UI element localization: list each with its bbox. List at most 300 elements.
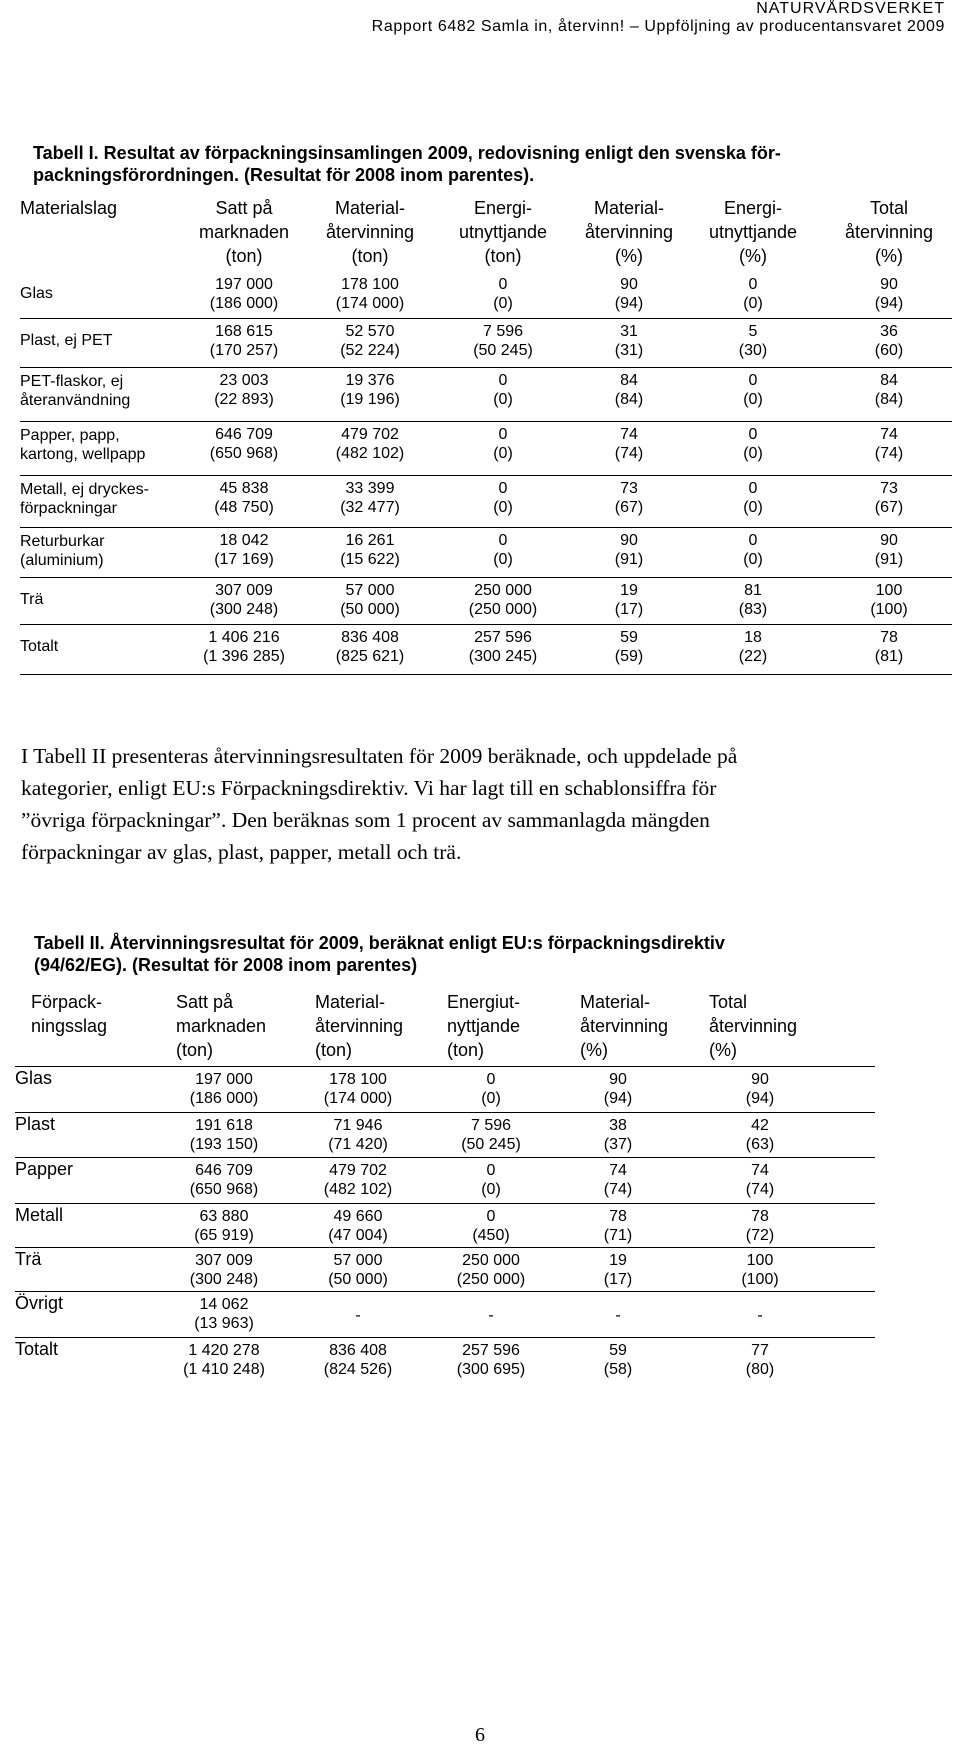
cell-value: 191 618 [195, 1117, 253, 1134]
cell-value: 0 [748, 532, 758, 549]
cell-value: (22) [738, 648, 768, 665]
cell-value: 38 [609, 1117, 627, 1134]
cell-value: (186 000) [189, 1090, 259, 1107]
table2-header-line: (%) [580, 1040, 608, 1060]
cell-value: (17 169) [214, 551, 274, 568]
table-cell [683, 425, 823, 463]
row-label [20, 331, 112, 350]
cell-value: (74) [614, 445, 644, 462]
cell-value: (100) [870, 601, 908, 618]
row-label: Metall [15, 1205, 64, 1225]
table-cell [433, 479, 573, 517]
table-cell [683, 322, 823, 360]
cell-value: 1 420 278 [188, 1342, 260, 1359]
row-label: Plast [15, 1114, 56, 1134]
table2-header-cell [31, 990, 107, 1038]
row-label-line: förpackningar [20, 500, 117, 517]
row-label [20, 637, 58, 656]
table-cell [300, 322, 440, 360]
row-label-line: Trä [20, 591, 44, 608]
table1-header-line: återvinning [325, 222, 415, 242]
row-label [20, 284, 53, 303]
table-cell [559, 425, 699, 463]
table-row [20, 272, 952, 318]
cell-value: (71) [603, 1227, 633, 1244]
cell-value: 479 702 [329, 1162, 387, 1179]
table1-header-cell [20, 196, 180, 220]
cell-value: (186 000) [209, 295, 279, 312]
cell-value: (94) [614, 295, 644, 312]
cell-value: (60) [874, 342, 904, 359]
table-cell [819, 371, 959, 409]
row-label [20, 372, 130, 410]
table-cell [300, 275, 440, 313]
table-cell [159, 1251, 289, 1289]
row-label: Övrigt [15, 1293, 64, 1313]
cell-value: 19 [620, 582, 638, 599]
row-label-line: Metall, ej dryckes- [20, 481, 149, 498]
table-cell [433, 275, 573, 313]
table-cell [683, 275, 823, 313]
row-label-line: PET-flaskor, ej [20, 373, 124, 390]
cell-value: (250 000) [468, 601, 538, 618]
cell-value: (0) [743, 499, 763, 516]
table-cell [300, 531, 440, 569]
cell-value: 71 946 [333, 1117, 383, 1134]
cell-value: (67) [614, 499, 644, 516]
cell-value: (300 245) [468, 648, 538, 665]
table-cell [159, 1116, 289, 1154]
cell-value: (0) [743, 295, 763, 312]
row-label-line: Returburkar [20, 533, 105, 550]
table-cell [819, 322, 959, 360]
cell-value: 100 [875, 582, 903, 599]
cell-value: 257 596 [474, 629, 532, 646]
table2-caption-line: (94/62/EG). (Resultat för 2008 inom parentes) [34, 955, 418, 975]
cell-value: 84 [620, 372, 638, 389]
table1-bottom-rule [20, 674, 952, 675]
cell-value: 90 [620, 532, 638, 549]
body-paragraph [21, 740, 921, 868]
row-label: Trä [15, 1249, 42, 1269]
table-cell [553, 1251, 683, 1289]
cell-value: 307 009 [215, 582, 273, 599]
table1-header-line: Materialslag [20, 198, 118, 218]
table1-header-line: Total [869, 198, 909, 218]
cell-value: 81 [744, 582, 762, 599]
cell-value: (15 622) [340, 551, 400, 568]
cell-value: 57 000 [333, 1252, 383, 1269]
table1-header-line: marknaden [198, 222, 290, 242]
table-cell [300, 581, 440, 619]
table2-header-cell [315, 990, 403, 1062]
cell-value: (17) [614, 601, 644, 618]
table-cell [293, 1306, 423, 1325]
table-cell [683, 581, 823, 619]
table-cell [559, 371, 699, 409]
table-cell [174, 581, 314, 619]
table2-header-cell [709, 990, 797, 1062]
table1-header-line: Material- [593, 198, 664, 218]
cell-value: (13 963) [194, 1315, 254, 1332]
table1-caption [33, 142, 781, 186]
cell-value: (0) [493, 445, 513, 462]
table-row [15, 1247, 875, 1292]
table-cell [426, 1070, 556, 1108]
cell-value: (50 245) [461, 1136, 521, 1153]
table-cell [159, 1295, 289, 1333]
row-label-line: återanvändning [20, 392, 131, 409]
cell-value: 49 660 [333, 1208, 383, 1225]
cell-value: (300 248) [209, 601, 279, 618]
cell-value: (59) [614, 648, 644, 665]
paragraph-line: kategorier, enligt EU:s Förpackningsdirektiv. Vi har lagt till en schablonsiffra för [21, 776, 717, 800]
table-cell [819, 628, 959, 666]
cell-value: (67) [874, 499, 904, 516]
cell-value: (31) [614, 342, 644, 359]
cell-value: 0 [498, 480, 508, 497]
table-cell [559, 628, 699, 666]
page-number: 6 [475, 1724, 485, 1746]
table1-caption-line: packningsförordningen. (Resultat för 2008 inom parentes). [33, 165, 535, 185]
cell-value: (824 526) [323, 1361, 393, 1378]
cell-value: (83) [738, 601, 768, 618]
table-cell [174, 531, 314, 569]
cell-value: (84) [614, 391, 644, 408]
table1-header-line: Material- [334, 198, 405, 218]
table-row [15, 1112, 875, 1158]
table-cell [683, 628, 823, 666]
cell-value: (825 621) [335, 648, 405, 665]
cell-value: (193 150) [189, 1136, 259, 1153]
cell-value: 836 408 [341, 629, 399, 646]
table-cell [159, 1207, 289, 1245]
table-cell [426, 1306, 556, 1325]
table-cell [683, 371, 823, 409]
cell-value: 31 [620, 323, 638, 340]
cell-value: 63 880 [199, 1208, 249, 1225]
cell-value: 78 [609, 1208, 627, 1225]
table-cell [695, 1207, 825, 1245]
table-cell [559, 531, 699, 569]
cell-value: (94) [603, 1090, 633, 1107]
cell-value: 250 000 [462, 1252, 520, 1269]
table-cell [293, 1341, 423, 1379]
cell-value: 42 [751, 1117, 769, 1134]
table-cell [683, 479, 823, 517]
row-label [20, 590, 43, 609]
cell-value: 7 596 [482, 323, 524, 340]
table1-header-line: (ton) [351, 246, 389, 266]
table-cell [553, 1207, 683, 1245]
cell-value: (74) [603, 1181, 633, 1198]
cell-value: - [355, 1307, 361, 1324]
table1-header-line: utnyttjande [458, 222, 548, 242]
cell-value: 307 009 [195, 1252, 253, 1269]
row-label-line: (aluminium) [20, 552, 104, 569]
cell-value: 0 [486, 1162, 496, 1179]
table-cell [433, 581, 573, 619]
cell-value: (52 224) [340, 342, 400, 359]
table1-header-line: Satt på [215, 198, 273, 218]
row-label [20, 532, 104, 570]
cell-value: - [488, 1307, 494, 1324]
table1-header-line: utnyttjande [708, 222, 798, 242]
cell-value: 197 000 [215, 276, 273, 293]
table-cell [300, 371, 440, 409]
cell-value: (47 004) [328, 1227, 388, 1244]
table-cell [426, 1207, 556, 1245]
table-cell [426, 1341, 556, 1379]
header-organization: NATURVÅRDSVERKET [756, 0, 945, 17]
cell-value: 0 [498, 372, 508, 389]
table-row [15, 1066, 875, 1113]
table-row [20, 577, 952, 625]
table-cell [433, 425, 573, 463]
table-cell [159, 1161, 289, 1199]
table2-header-line: (ton) [315, 1040, 353, 1060]
table-cell [426, 1161, 556, 1199]
table-row [20, 527, 952, 578]
cell-value: 74 [880, 426, 898, 443]
cell-value: (74) [745, 1181, 775, 1198]
cell-value: 45 838 [219, 480, 269, 497]
table-cell [174, 479, 314, 517]
table1-header-line: återvinning [844, 222, 934, 242]
cell-value: (48 750) [214, 499, 274, 516]
cell-value: 646 709 [215, 426, 273, 443]
table2-header-line: (ton) [176, 1040, 214, 1060]
table-row [20, 318, 952, 368]
cell-value: 0 [748, 480, 758, 497]
cell-value: (482 102) [323, 1181, 393, 1198]
row-label: Glas [15, 1068, 53, 1088]
table-row [15, 1157, 875, 1204]
table-cell [559, 479, 699, 517]
cell-value: (0) [481, 1090, 501, 1107]
row-label-line: Plast, ej PET [20, 332, 113, 349]
table-cell [174, 322, 314, 360]
cell-value: 90 [880, 276, 898, 293]
table-cell [293, 1116, 423, 1154]
cell-value: (84) [874, 391, 904, 408]
table-cell [553, 1116, 683, 1154]
cell-value: (0) [743, 445, 763, 462]
cell-value: (94) [874, 295, 904, 312]
cell-value: 78 [751, 1208, 769, 1225]
cell-value: 52 570 [345, 323, 395, 340]
cell-value: - [615, 1307, 621, 1324]
table2-header-line: Material- [580, 992, 651, 1012]
table1-header-line: (%) [875, 246, 903, 266]
cell-value: (100) [741, 1271, 779, 1288]
table-cell [559, 581, 699, 619]
cell-value: 168 615 [215, 323, 273, 340]
table2-header-line: återvinning [709, 1016, 798, 1036]
cell-value: (71 420) [328, 1136, 388, 1153]
cell-value: 0 [486, 1208, 496, 1225]
table-cell [819, 531, 959, 569]
table2-header-line: Energiut- [447, 992, 521, 1012]
table-cell [695, 1116, 825, 1154]
table-cell [293, 1251, 423, 1289]
cell-value: (17) [603, 1271, 633, 1288]
table2-header-line: Förpack- [31, 992, 103, 1012]
table-cell [426, 1116, 556, 1154]
table2-header-line: (%) [709, 1040, 737, 1060]
header-report-title: Rapport 6482 Samla in, återvinn! – Uppföljning av producentansvaret 2009 [371, 18, 945, 35]
cell-value: 57 000 [345, 582, 395, 599]
cell-value: 90 [609, 1071, 627, 1088]
table2-header-line: marknaden [176, 1016, 267, 1036]
table1-header-cell [683, 196, 823, 268]
cell-value: 73 [880, 480, 898, 497]
row-label [20, 480, 149, 518]
row-label-line: Totalt [20, 638, 59, 655]
table-row [20, 475, 952, 528]
table1-header-line: Energi- [473, 198, 533, 218]
table2-header-line: (ton) [447, 1040, 485, 1060]
table-cell [553, 1341, 683, 1379]
cell-value: (300 248) [189, 1271, 259, 1288]
cell-value: (74) [874, 445, 904, 462]
cell-value: 74 [609, 1162, 627, 1179]
table-cell [174, 628, 314, 666]
cell-value: 0 [748, 276, 758, 293]
cell-value: (50 000) [340, 601, 400, 618]
cell-value: 16 261 [345, 532, 395, 549]
table-cell [553, 1306, 683, 1325]
table-cell [559, 275, 699, 313]
cell-value: (58) [603, 1361, 633, 1378]
table-cell [293, 1070, 423, 1108]
cell-value: (50 245) [473, 342, 533, 359]
cell-value: 18 [744, 629, 762, 646]
table-cell [553, 1070, 683, 1108]
table1-header-line: (%) [739, 246, 767, 266]
cell-value: (0) [743, 551, 763, 568]
row-label-line: Papper, papp, [20, 427, 120, 444]
table1-header-cell [300, 196, 440, 268]
cell-value: (250 000) [456, 1271, 526, 1288]
cell-value: (63) [745, 1136, 775, 1153]
cell-value: 84 [880, 372, 898, 389]
table-cell [433, 531, 573, 569]
cell-value: 90 [620, 276, 638, 293]
table-cell [433, 322, 573, 360]
cell-value: (1 410 248) [183, 1361, 265, 1378]
table2-caption-line: Tabell II. Återvinningsresultat för 2009, beräknat enligt EU:s förpackningsdirektiv [34, 933, 725, 953]
cell-value: 74 [751, 1162, 769, 1179]
cell-value: 19 [609, 1252, 627, 1269]
table-cell [174, 275, 314, 313]
table-cell [159, 1341, 289, 1379]
cell-value: 74 [620, 426, 638, 443]
cell-value: 178 100 [329, 1071, 387, 1088]
cell-value: - [757, 1307, 763, 1324]
cell-value: (650 968) [189, 1181, 259, 1198]
table2-header-cell [176, 990, 266, 1062]
cell-value: (650 968) [209, 445, 279, 462]
table-cell [553, 1161, 683, 1199]
cell-value: (72) [745, 1227, 775, 1244]
table-cell [695, 1070, 825, 1108]
cell-value: 250 000 [474, 582, 532, 599]
table-cell [695, 1341, 825, 1379]
table1-header-line: (ton) [225, 246, 263, 266]
cell-value: (1 396 285) [203, 648, 285, 665]
table-cell [300, 479, 440, 517]
cell-value: (0) [493, 551, 513, 568]
cell-value: (170 257) [209, 342, 279, 359]
cell-value: (0) [743, 391, 763, 408]
cell-value: 33 399 [345, 480, 395, 497]
table-cell [293, 1161, 423, 1199]
cell-value: (300 695) [456, 1361, 526, 1378]
table-cell [683, 531, 823, 569]
cell-value: (65 919) [194, 1227, 254, 1244]
table2-header-line: nyttjande [447, 1016, 521, 1036]
cell-value: (0) [493, 499, 513, 516]
cell-value: 1 406 216 [208, 629, 280, 646]
table-row [15, 1203, 875, 1248]
table2-header-line: Total [709, 992, 748, 1012]
table-cell [695, 1161, 825, 1199]
table-cell [433, 628, 573, 666]
cell-value: 77 [751, 1342, 769, 1359]
cell-value: 90 [751, 1071, 769, 1088]
cell-value: (91) [874, 551, 904, 568]
cell-value: 0 [498, 532, 508, 549]
table-cell [174, 371, 314, 409]
cell-value: 0 [498, 426, 508, 443]
cell-value: 836 408 [329, 1342, 387, 1359]
table2-header-cell [447, 990, 520, 1062]
table-cell [300, 628, 440, 666]
cell-value: 23 003 [219, 372, 269, 389]
cell-value: 257 596 [462, 1342, 520, 1359]
table2-header-line: återvinning [580, 1016, 669, 1036]
table-cell [819, 479, 959, 517]
cell-value: 100 [746, 1252, 774, 1269]
table-cell [433, 371, 573, 409]
table1-header-line: (ton) [484, 246, 522, 266]
cell-value: (37) [603, 1136, 633, 1153]
table-cell [174, 425, 314, 463]
cell-value: (450) [472, 1227, 510, 1244]
paragraph-line: ”övriga förpackningar”. Den beräknas som 1 procent av sammanlagda mängden [21, 808, 710, 832]
table-row [20, 421, 952, 476]
table-cell [559, 322, 699, 360]
table1-header-line: Energi- [723, 198, 783, 218]
cell-value: 0 [498, 276, 508, 293]
cell-value: (174 000) [323, 1090, 393, 1107]
cell-value: (19 196) [340, 391, 400, 408]
cell-value: 73 [620, 480, 638, 497]
cell-value: (0) [481, 1181, 501, 1198]
cell-value: 178 100 [341, 276, 399, 293]
cell-value: 0 [748, 426, 758, 443]
cell-value: (0) [493, 391, 513, 408]
table-cell [159, 1070, 289, 1108]
table-cell [300, 425, 440, 463]
cell-value: 646 709 [195, 1162, 253, 1179]
table-row [20, 624, 952, 675]
row-label-line: Glas [20, 285, 53, 302]
cell-value: 36 [880, 323, 898, 340]
table1-caption-line: Tabell I. Resultat av förpackningsinsamlingen 2009, redovisning enligt den svenska för- [33, 143, 781, 163]
table1-header-cell [174, 196, 314, 268]
